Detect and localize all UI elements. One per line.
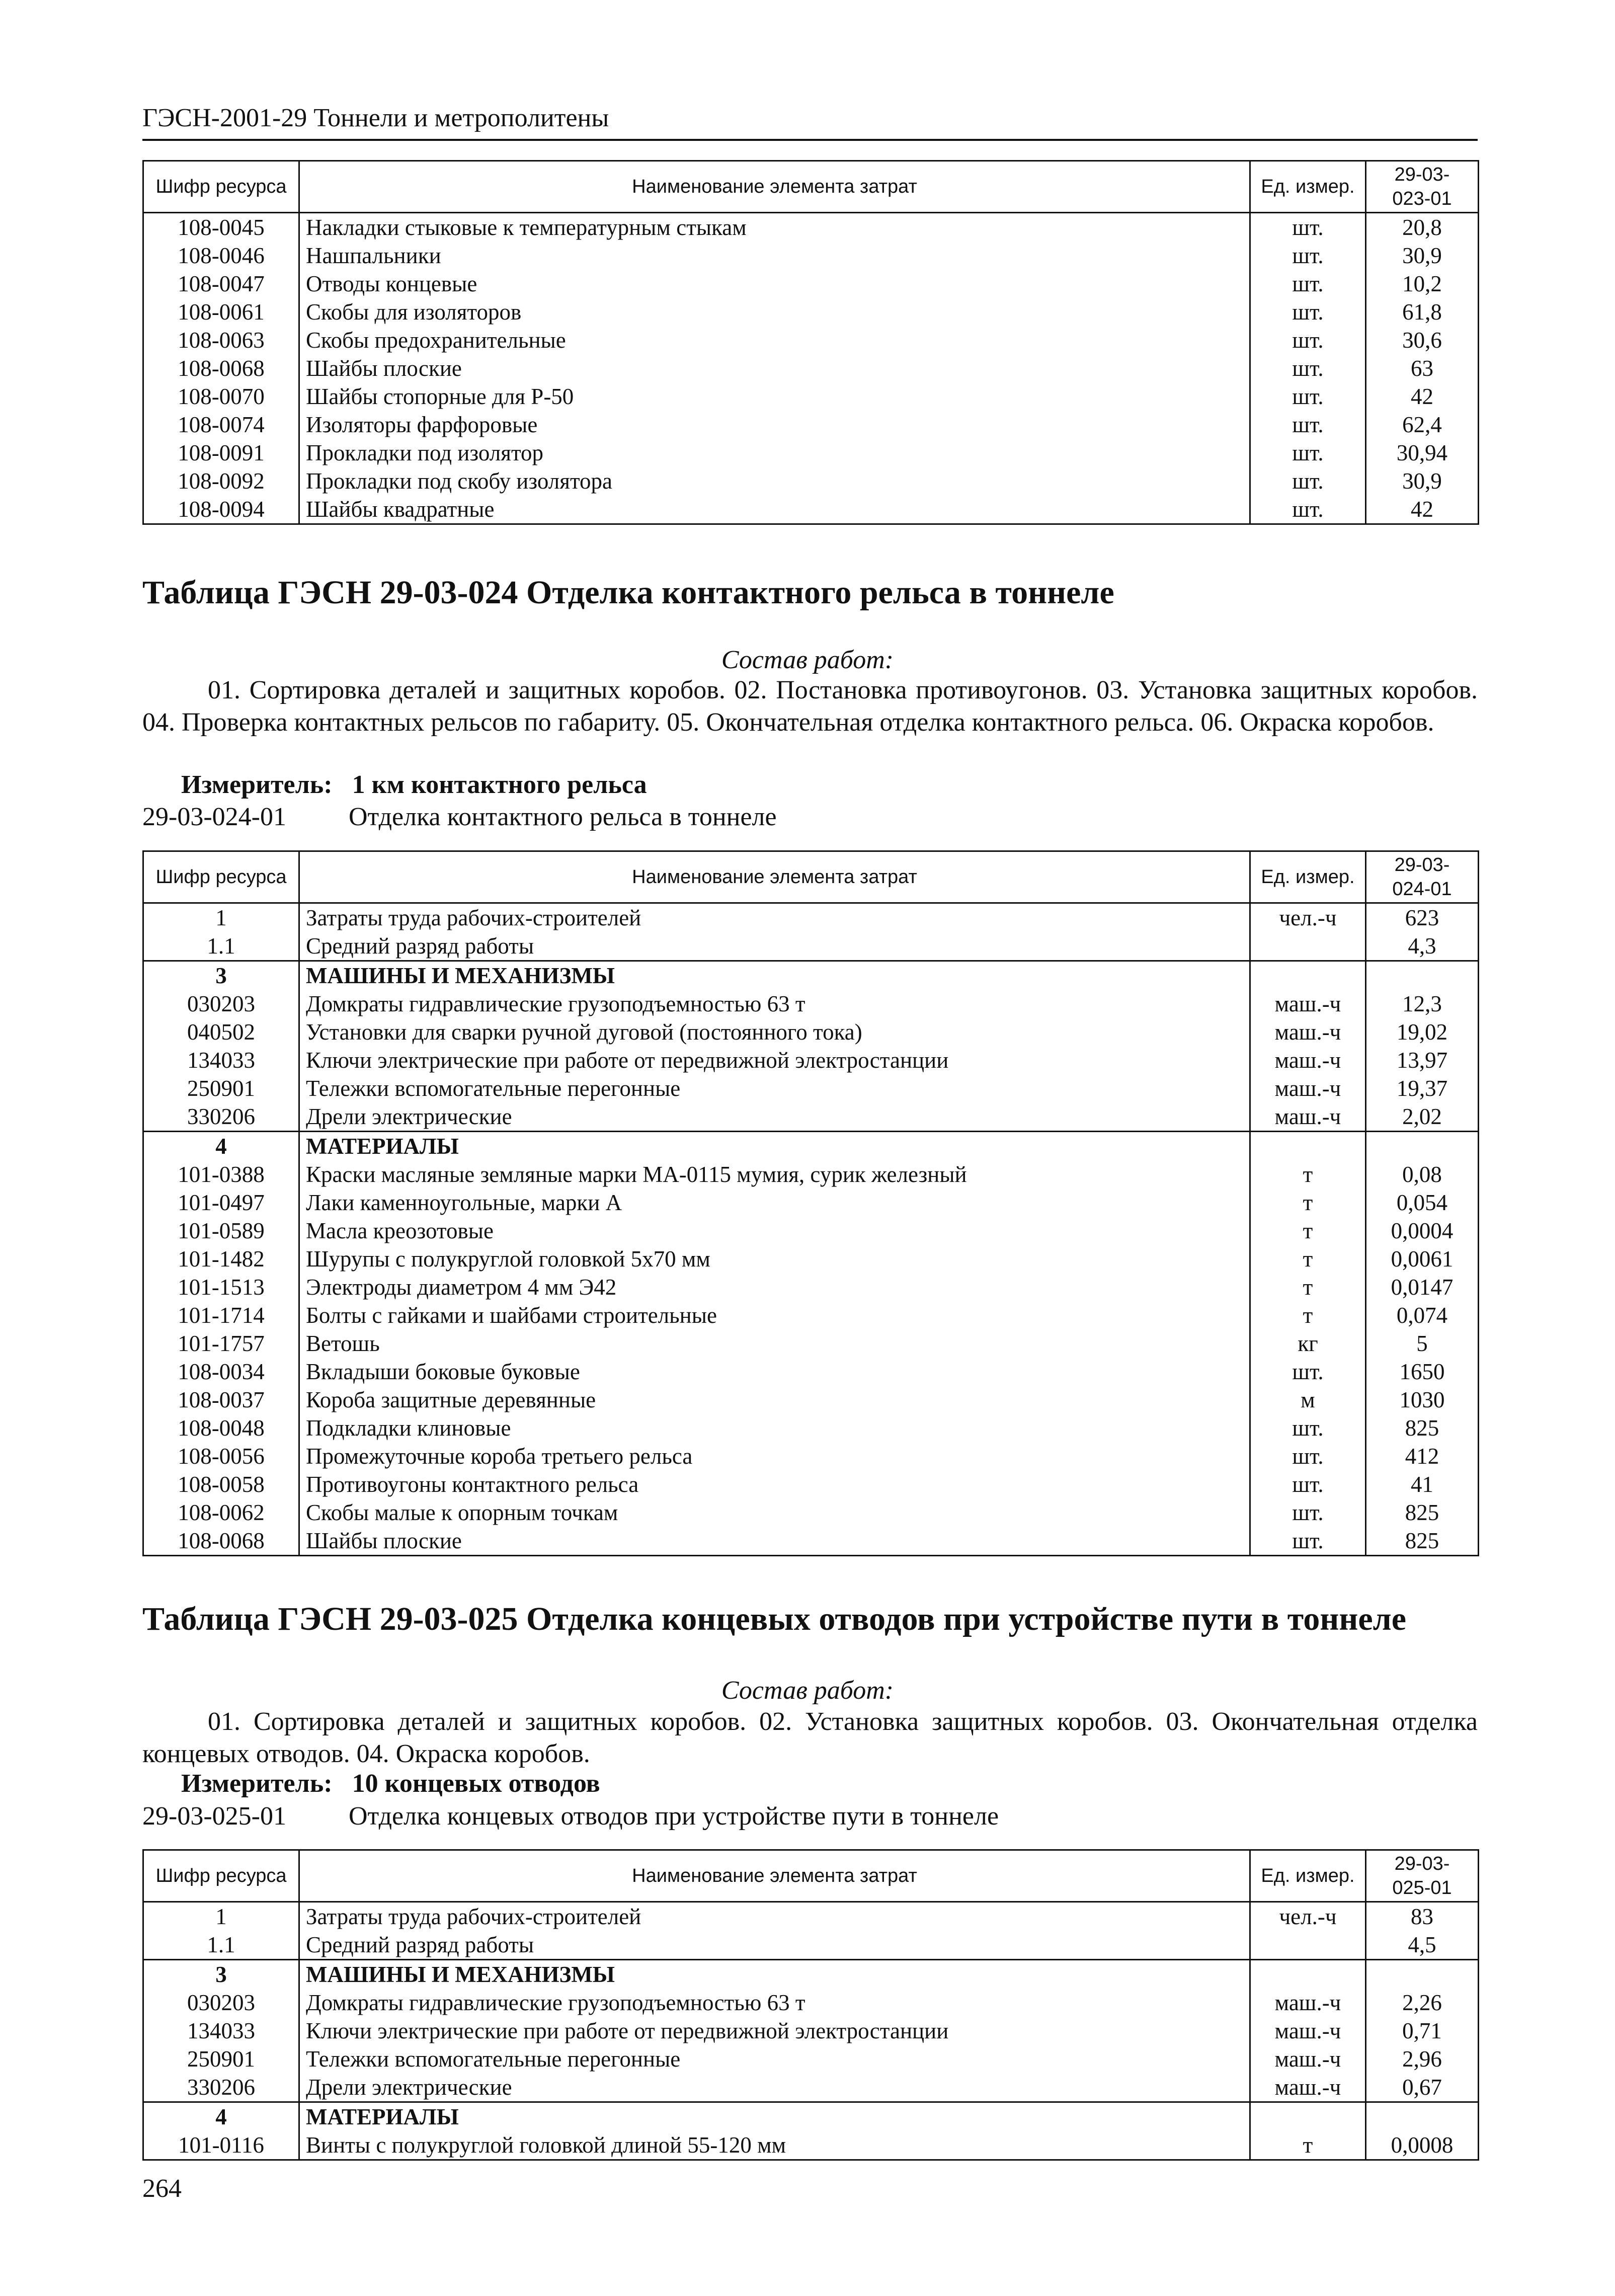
- resource-code: 3: [143, 1960, 299, 1989]
- norm-value: 825: [1366, 1498, 1479, 1527]
- resource-code: 108-0045: [143, 213, 299, 242]
- unit-of-measure: маш.-ч: [1250, 1102, 1366, 1132]
- norm-code-line-2: 023-01: [1392, 188, 1452, 209]
- meter-025: [181, 1769, 600, 1798]
- table-group-heading-row: [143, 2102, 1479, 2131]
- norm-value: 4,3: [1366, 932, 1479, 961]
- norm-value: 5: [1366, 1329, 1479, 1358]
- norm-value: [1366, 961, 1479, 990]
- unit-of-measure: шт.: [1250, 439, 1366, 467]
- resource-code: 108-0070: [143, 382, 299, 411]
- resource-name: Прокладки под изолятор: [299, 439, 1250, 467]
- resource-name: Дрели электрические: [299, 2073, 1250, 2102]
- unit-of-measure: шт.: [1250, 354, 1366, 382]
- running-head: ГЭСН-2001-29 Тоннели и метрополитены: [142, 104, 609, 132]
- norm-value: 30,9: [1366, 467, 1479, 495]
- table-row: [143, 1442, 1479, 1470]
- resource-code: 101-1513: [143, 1273, 299, 1301]
- resource-code: 108-0058: [143, 1470, 299, 1498]
- table-row: [143, 903, 1479, 932]
- norm-code-line-2: 025-01: [1392, 1877, 1452, 1898]
- norm-value: 1650: [1366, 1358, 1479, 1386]
- resource-name: Установки для сварки ручной дуговой (постоянного тока): [299, 1018, 1250, 1046]
- table-header-row: [143, 161, 1479, 213]
- norm-value: 10,2: [1366, 270, 1479, 298]
- norm-value: 42: [1366, 382, 1479, 411]
- resource-code: 108-0068: [143, 354, 299, 382]
- norm-code: 29-03-024-01: [142, 803, 286, 831]
- unit-of-measure: т: [1250, 1160, 1366, 1189]
- resource-code: 030203: [143, 1989, 299, 2017]
- resource-name: МАТЕРИАЛЫ: [299, 1132, 1250, 1161]
- resource-name: МАШИНЫ И МЕХАНИЗМЫ: [299, 961, 1250, 990]
- norm-value: 0,08: [1366, 1160, 1479, 1189]
- norm-value: 0,074: [1366, 1301, 1479, 1329]
- unit-of-measure: шт.: [1250, 1414, 1366, 1442]
- norm-value: 0,0061: [1366, 1245, 1479, 1273]
- norm-value: 30,94: [1366, 439, 1479, 467]
- unit-of-measure: шт.: [1250, 411, 1366, 439]
- resource-code: 040502: [143, 1018, 299, 1046]
- unit-of-measure: [1250, 1960, 1366, 1989]
- resource-code: 101-0116: [143, 2131, 299, 2160]
- norm-code: 29-03-025-01: [142, 1802, 286, 1831]
- resource-name: Лаки каменноугольные, марки А: [299, 1189, 1250, 1217]
- unit-of-measure: маш.-ч: [1250, 1074, 1366, 1102]
- resource-name: Шайбы плоские: [299, 354, 1250, 382]
- header-unit: Ед. измер.: [1250, 851, 1366, 903]
- resource-name: Вкладыши боковые буковые: [299, 1358, 1250, 1386]
- resource-name: Прокладки под скобу изолятора: [299, 467, 1250, 495]
- meter-label: Измеритель:: [181, 770, 333, 799]
- resource-table-3: [142, 1849, 1479, 2161]
- norm-value: 623: [1366, 903, 1479, 932]
- resource-name: Скобы для изоляторов: [299, 298, 1250, 326]
- resource-code: 1: [143, 903, 299, 932]
- resource-table-1: [142, 160, 1479, 525]
- resource-name: Дрели электрические: [299, 1102, 1250, 1132]
- resource-name: Изоляторы фарфоровые: [299, 411, 1250, 439]
- table-row: [143, 1329, 1479, 1358]
- unit-of-measure: т: [1250, 1245, 1366, 1273]
- resource-name: Ключи электрические при работе от передвижной электростанции: [299, 2017, 1250, 2045]
- resource-code: 101-1757: [143, 1329, 299, 1358]
- header-rule: [142, 139, 1478, 141]
- resource-name: МАТЕРИАЛЫ: [299, 2102, 1250, 2131]
- unit-of-measure: т: [1250, 1217, 1366, 1245]
- table-row: [143, 1931, 1479, 1960]
- table-group-heading-row: [143, 1132, 1479, 1161]
- table-row: [143, 1018, 1479, 1046]
- norm-value: 20,8: [1366, 213, 1479, 242]
- resource-name: Подкладки клиновые: [299, 1414, 1250, 1442]
- resource-code: 1: [143, 1902, 299, 1931]
- resource-name: Скобы малые к опорным точкам: [299, 1498, 1250, 1527]
- resource-code: 101-1482: [143, 1245, 299, 1273]
- norm-line-025-01: [142, 1801, 999, 1831]
- table-row: [143, 270, 1479, 298]
- resource-code: 101-0497: [143, 1189, 299, 1217]
- norm-value: [1366, 1960, 1479, 1989]
- resource-name: Противоугоны контактного рельса: [299, 1470, 1250, 1498]
- norm-value: 63: [1366, 354, 1479, 382]
- resource-code: 108-0063: [143, 326, 299, 354]
- header-unit: Ед. измер.: [1250, 1850, 1366, 1902]
- resource-code: 134033: [143, 1046, 299, 1074]
- table-row: [143, 1386, 1479, 1414]
- resource-code: 101-0388: [143, 1160, 299, 1189]
- resource-code: 108-0048: [143, 1414, 299, 1442]
- norm-code-line-1: 29-03-: [1394, 164, 1450, 185]
- unit-of-measure: маш.-ч: [1250, 1989, 1366, 2017]
- header-norm-code: [1366, 1850, 1479, 1902]
- unit-of-measure: шт.: [1250, 326, 1366, 354]
- resource-code: 108-0056: [143, 1442, 299, 1470]
- norm-value: 83: [1366, 1902, 1479, 1931]
- resource-code: 101-0589: [143, 1217, 299, 1245]
- header-norm-code: [1366, 161, 1479, 213]
- table-row: [143, 1074, 1479, 1102]
- unit-of-measure: [1250, 932, 1366, 961]
- unit-of-measure: маш.-ч: [1250, 1018, 1366, 1046]
- table-row: [143, 1989, 1479, 2017]
- table-row: [143, 1902, 1479, 1931]
- unit-of-measure: маш.-ч: [1250, 2045, 1366, 2073]
- resource-name: Шурупы с полукруглой головкой 5х70 мм: [299, 1245, 1250, 1273]
- table-row: [143, 242, 1479, 270]
- norm-value: 42: [1366, 495, 1479, 524]
- table-row: [143, 354, 1479, 382]
- norm-value: [1366, 2102, 1479, 2131]
- header-code: Шифр ресурса: [143, 1850, 299, 1902]
- table-row: [143, 495, 1479, 524]
- norm-value: 19,37: [1366, 1074, 1479, 1102]
- resource-name: Домкраты гидравлические грузоподъемностью 63 т: [299, 1989, 1250, 2017]
- unit-of-measure: шт.: [1250, 1358, 1366, 1386]
- table-group-heading-row: [143, 1960, 1479, 1989]
- norm-value: 4,5: [1366, 1931, 1479, 1960]
- unit-of-measure: т: [1250, 1301, 1366, 1329]
- resource-name: Масла креозотовые: [299, 1217, 1250, 1245]
- table-row: [143, 2131, 1479, 2160]
- norm-line-024-01: [142, 802, 777, 832]
- unit-of-measure: шт.: [1250, 382, 1366, 411]
- table-row: [143, 1189, 1479, 1217]
- table-row: [143, 1046, 1479, 1074]
- resource-code: 250901: [143, 1074, 299, 1102]
- norm-value: 825: [1366, 1527, 1479, 1556]
- unit-of-measure: маш.-ч: [1250, 1046, 1366, 1074]
- resource-code: 108-0094: [143, 495, 299, 524]
- resource-name: Электроды диаметром 4 мм Э42: [299, 1273, 1250, 1301]
- meter-value: 1 км контактного рельса: [352, 770, 647, 799]
- resource-name: Шайбы стопорные для Р-50: [299, 382, 1250, 411]
- table-row: [143, 298, 1479, 326]
- table-row: [143, 2017, 1479, 2045]
- works-caption-024: Состав работ:: [721, 646, 894, 674]
- table-row: [143, 1245, 1479, 1273]
- resource-code: 4: [143, 1132, 299, 1161]
- norm-value: 62,4: [1366, 411, 1479, 439]
- resource-name: Накладки стыковые к температурным стыкам: [299, 213, 1250, 242]
- resource-name: Краски масляные земляные марки МА-0115 мумия, сурик железный: [299, 1160, 1250, 1189]
- unit-of-measure: маш.-ч: [1250, 2073, 1366, 2102]
- norm-value: 30,6: [1366, 326, 1479, 354]
- norm-value: 0,0008: [1366, 2131, 1479, 2160]
- resource-name: Ветошь: [299, 1329, 1250, 1358]
- table-row: [143, 1102, 1479, 1132]
- resource-code: 1.1: [143, 932, 299, 961]
- norm-name: Отделка концевых отводов при устройстве пути в тоннеле: [349, 1802, 999, 1831]
- header-name: Наименование элемента затрат: [299, 161, 1250, 213]
- table-header-row: [143, 1850, 1479, 1902]
- unit-of-measure: шт.: [1250, 495, 1366, 524]
- resource-code: 101-1714: [143, 1301, 299, 1329]
- header-norm-code: [1366, 851, 1479, 903]
- resource-name: Винты с полукруглой головкой длиной 55-120 мм: [299, 2131, 1250, 2160]
- header-code: Шифр ресурса: [143, 851, 299, 903]
- section-title-024: Таблица ГЭСН 29-03-024 Отделка контактного рельса в тоннеле: [142, 574, 1114, 611]
- resource-code: 108-0047: [143, 270, 299, 298]
- resource-name: Промежуточные короба третьего рельса: [299, 1442, 1250, 1470]
- resource-name: МАШИНЫ И МЕХАНИЗМЫ: [299, 1960, 1250, 1989]
- resource-name: Тележки вспомогательные перегонные: [299, 2045, 1250, 2073]
- unit-of-measure: чел.-ч: [1250, 903, 1366, 932]
- norm-value: 30,9: [1366, 242, 1479, 270]
- norm-value: 0,054: [1366, 1189, 1479, 1217]
- meter-label: Измеритель:: [181, 1769, 333, 1798]
- resource-code: 108-0092: [143, 467, 299, 495]
- unit-of-measure: [1250, 1931, 1366, 1960]
- resource-code: 030203: [143, 990, 299, 1018]
- table-row: [143, 990, 1479, 1018]
- meter-value: 10 концевых отводов: [352, 1769, 600, 1798]
- norm-value: 2,96: [1366, 2045, 1479, 2073]
- table-row: [143, 1527, 1479, 1556]
- resource-name: Нашпальники: [299, 242, 1250, 270]
- norm-value: 0,0004: [1366, 1217, 1479, 1245]
- resource-code: 108-0046: [143, 242, 299, 270]
- unit-of-measure: чел.-ч: [1250, 1902, 1366, 1931]
- unit-of-measure: маш.-ч: [1250, 990, 1366, 1018]
- resource-code: 330206: [143, 2073, 299, 2102]
- unit-of-measure: маш.-ч: [1250, 2017, 1366, 2045]
- page-number: 264: [142, 2174, 182, 2203]
- norm-value: 41: [1366, 1470, 1479, 1498]
- norm-value: 412: [1366, 1442, 1479, 1470]
- table-row: [143, 1160, 1479, 1189]
- unit-of-measure: [1250, 1132, 1366, 1161]
- unit-of-measure: т: [1250, 1273, 1366, 1301]
- resource-code: 108-0091: [143, 439, 299, 467]
- resource-name: Тележки вспомогательные перегонные: [299, 1074, 1250, 1102]
- resource-code: 250901: [143, 2045, 299, 2073]
- table-row: [143, 1358, 1479, 1386]
- norm-value: 13,97: [1366, 1046, 1479, 1074]
- unit-of-measure: шт.: [1250, 1498, 1366, 1527]
- resource-name: Шайбы квадратные: [299, 495, 1250, 524]
- table-header-row: [143, 851, 1479, 903]
- resource-code: 4: [143, 2102, 299, 2131]
- header-code: Шифр ресурса: [143, 161, 299, 213]
- unit-of-measure: шт.: [1250, 1442, 1366, 1470]
- table-group-heading-row: [143, 961, 1479, 990]
- unit-of-measure: шт.: [1250, 298, 1366, 326]
- norm-value: 19,02: [1366, 1018, 1479, 1046]
- table-row: [143, 326, 1479, 354]
- table-row: [143, 213, 1479, 242]
- norm-code-line-1: 29-03-: [1394, 854, 1450, 876]
- norm-code-line-2: 024-01: [1392, 879, 1452, 900]
- works-caption-025: Состав работ:: [721, 1676, 894, 1705]
- resource-code: 108-0037: [143, 1386, 299, 1414]
- norm-value: 0,67: [1366, 2073, 1479, 2102]
- unit-of-measure: шт.: [1250, 1470, 1366, 1498]
- resource-name: Затраты труда рабочих-строителей: [299, 1902, 1250, 1931]
- table-row: [143, 382, 1479, 411]
- table-row: [143, 1217, 1479, 1245]
- works-description-025: 01. Сортировка деталей и защитных коробов. 02. Установка защитных коробов. 03. Окончательная отделка концевых отводов. 04. Окраска коробов.: [142, 1707, 1478, 1768]
- table-row: [143, 1470, 1479, 1498]
- resource-name: Болты с гайками и шайбами строительные: [299, 1301, 1250, 1329]
- norm-value: 12,3: [1366, 990, 1479, 1018]
- header-unit: Ед. измер.: [1250, 161, 1366, 213]
- unit-of-measure: шт.: [1250, 1527, 1366, 1556]
- resource-code: 134033: [143, 2017, 299, 2045]
- norm-value: 2,26: [1366, 1989, 1479, 2017]
- resource-code: 3: [143, 961, 299, 990]
- table-row: [143, 1301, 1479, 1329]
- resource-name: Короба защитные деревянные: [299, 1386, 1250, 1414]
- unit-of-measure: т: [1250, 2131, 1366, 2160]
- section-title-025: Таблица ГЭСН 29-03-025 Отделка концевых отводов при устройстве пути в тоннеле: [142, 1601, 1407, 1637]
- resource-code: 108-0068: [143, 1527, 299, 1556]
- header-name: Наименование элемента затрат: [299, 851, 1250, 903]
- unit-of-measure: шт.: [1250, 270, 1366, 298]
- table-row: [143, 1273, 1479, 1301]
- resource-name: Ключи электрические при работе от передвижной электростанции: [299, 1046, 1250, 1074]
- resource-name: Средний разряд работы: [299, 1931, 1250, 1960]
- unit-of-measure: [1250, 961, 1366, 990]
- norm-value: 61,8: [1366, 298, 1479, 326]
- norm-value: 0,0147: [1366, 1273, 1479, 1301]
- norm-value: 2,02: [1366, 1102, 1479, 1132]
- table-row: [143, 2073, 1479, 2102]
- unit-of-measure: [1250, 2102, 1366, 2131]
- norm-value: 1030: [1366, 1386, 1479, 1414]
- table-row: [143, 411, 1479, 439]
- table-row: [143, 932, 1479, 961]
- resource-name: Шайбы плоские: [299, 1527, 1250, 1556]
- meter-024: [181, 770, 647, 800]
- resource-table-2: [142, 850, 1479, 1556]
- resource-code: 108-0074: [143, 411, 299, 439]
- resource-name: Средний разряд работы: [299, 932, 1250, 961]
- resource-code: 108-0062: [143, 1498, 299, 1527]
- resource-code: 330206: [143, 1102, 299, 1132]
- table-row: [143, 439, 1479, 467]
- norm-value: 0,71: [1366, 2017, 1479, 2045]
- unit-of-measure: шт.: [1250, 213, 1366, 242]
- unit-of-measure: кг: [1250, 1329, 1366, 1358]
- norm-name: Отделка контактного рельса в тоннеле: [349, 803, 777, 831]
- resource-code: 108-0061: [143, 298, 299, 326]
- unit-of-measure: шт.: [1250, 467, 1366, 495]
- resource-code: 108-0034: [143, 1358, 299, 1386]
- resource-code: 1.1: [143, 1931, 299, 1960]
- table-row: [143, 2045, 1479, 2073]
- table-row: [143, 1414, 1479, 1442]
- works-description-024: 01. Сортировка деталей и защитных коробов. 02. Постановка противоугонов. 03. Установка защитных коробов. 04. Проверка контактных рельсов по габариту. 05. Окончательная отделка контактного рельса. 06. Окраска коробов.: [142, 676, 1478, 737]
- norm-value: 825: [1366, 1414, 1479, 1442]
- resource-name: Домкраты гидравлические грузоподъемностью 63 т: [299, 990, 1250, 1018]
- resource-name: Отводы концевые: [299, 270, 1250, 298]
- norm-value: [1366, 1132, 1479, 1161]
- unit-of-measure: т: [1250, 1189, 1366, 1217]
- table-row: [143, 1498, 1479, 1527]
- resource-name: Затраты труда рабочих-строителей: [299, 903, 1250, 932]
- unit-of-measure: м: [1250, 1386, 1366, 1414]
- unit-of-measure: шт.: [1250, 242, 1366, 270]
- table-row: [143, 467, 1479, 495]
- norm-code-line-1: 29-03-: [1394, 1853, 1450, 1874]
- header-name: Наименование элемента затрат: [299, 1850, 1250, 1902]
- resource-name: Скобы предохранительные: [299, 326, 1250, 354]
